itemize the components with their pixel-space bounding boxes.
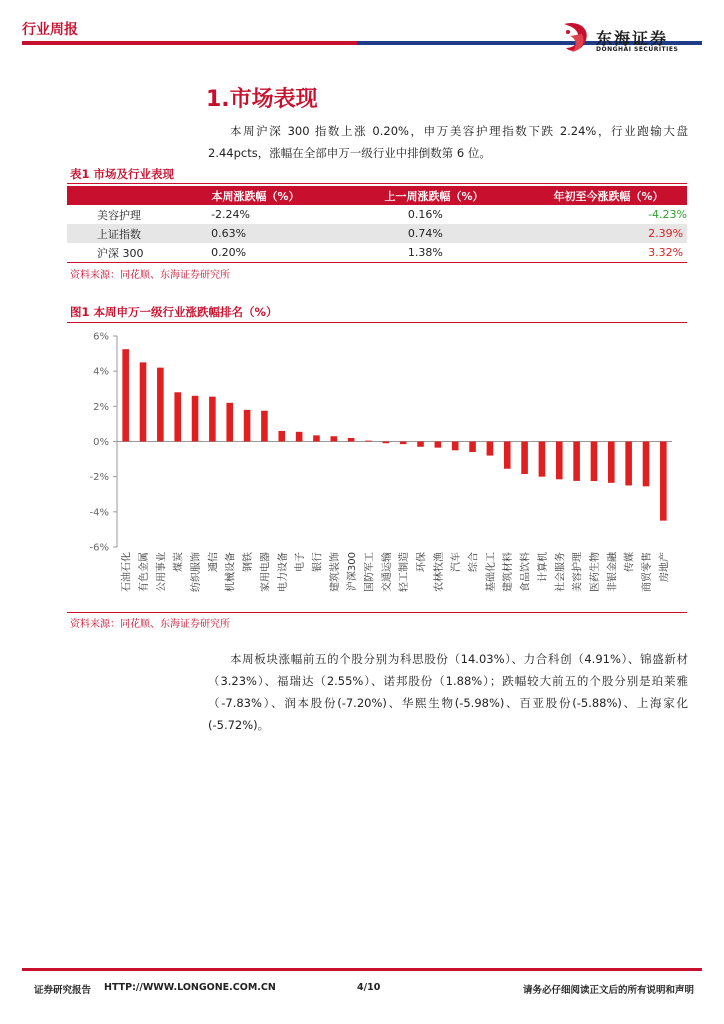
bar: [539, 442, 546, 477]
x-tick-label: 纺织服饰: [191, 552, 203, 592]
table-cell: 1.38%: [407, 246, 443, 259]
market-summary-paragraph: [208, 120, 688, 164]
bar: [209, 397, 216, 442]
bar: [469, 442, 476, 453]
footer-divider: [22, 968, 702, 971]
x-tick-label: 机械设备: [225, 552, 237, 592]
table-header-cell: 上一周涨跌幅（%）: [338, 186, 530, 205]
table-cell: 0.16%: [407, 208, 443, 221]
x-tick-label: 公用事业: [156, 552, 168, 592]
x-tick-label: 沪深300: [347, 552, 359, 592]
table1-caption: 表1 市场及行业表现: [70, 167, 175, 181]
bar: [556, 442, 563, 480]
table-cell: 3.32%: [648, 246, 684, 259]
y-tick-label: -4%: [89, 507, 109, 519]
x-tick-label: 房地产: [659, 552, 671, 582]
bar: [157, 368, 164, 442]
industry-ranking-bar-chart: [67, 326, 687, 611]
table-cell: 沪深 300: [97, 246, 144, 260]
bar: [331, 436, 338, 441]
x-tick-label: 家用电器: [260, 552, 272, 592]
bar: [313, 435, 320, 441]
bar: [122, 349, 129, 441]
bar: [573, 442, 580, 481]
x-tick-label: 医药生物: [589, 552, 601, 592]
y-tick-label: 6%: [93, 331, 109, 343]
bar: [417, 442, 424, 447]
x-tick-label: 建筑材料: [503, 552, 515, 592]
figure1-caption-line: [67, 322, 687, 323]
table1-bottom-line: [67, 262, 687, 263]
bar: [643, 442, 650, 487]
table-row: [67, 205, 687, 224]
table-header-cell: 年初至今涨跌幅（%）: [530, 186, 687, 205]
x-tick-label: 美容护理: [572, 552, 584, 592]
y-tick-label: -6%: [89, 542, 109, 554]
x-tick-label: 计算机: [537, 552, 549, 582]
market-performance-table: [67, 186, 687, 262]
x-tick-label: 钢铁: [243, 552, 255, 572]
stock-movers-text: 本周板块涨幅前五的个股分别为科思股份（14.03%）、力合科创（4.91%）、锦盛新材（3.23%）、福瑞达（2.55%）、诺邦股份（1.88%）；跌幅较大前五的个股分别是珀莱雅（-7.83%）、润本股份(-7.20%)、华熙生物(-5.98%)、百亚股份(-5.88%)、上海家化(-5.72%)。: [208, 652, 688, 732]
bar: [521, 442, 528, 475]
y-tick-label: 2%: [93, 401, 109, 413]
stock-movers-paragraph: [208, 648, 688, 736]
table-row: [67, 224, 687, 243]
figure1-bottom-line: [67, 612, 687, 613]
x-tick-label: 环保: [416, 552, 428, 572]
logo-text-en: DONGHAI SECURITIES: [596, 46, 679, 53]
logo-text-cn: 东海证券: [596, 29, 669, 48]
footer-page-number: 4/10: [357, 982, 381, 993]
table-cell: -2.24%: [211, 208, 250, 221]
footer-url-link[interactable]: HTTP://WWW.LONGONE.COM.CN: [104, 982, 276, 993]
x-tick-label: 农林牧渔: [433, 552, 445, 592]
x-tick-label: 电力设备: [277, 552, 289, 592]
x-tick-label: 煤炭: [173, 552, 185, 572]
table-cell: 0.20%: [211, 246, 247, 259]
figure1-caption: 图1 本周申万一级行业涨跌幅排名（%）: [70, 305, 278, 319]
bar: [140, 362, 147, 441]
table-cell: -4.23%: [648, 208, 687, 221]
bar: [435, 442, 442, 448]
section-title: 1.市场表现: [206, 87, 318, 112]
x-tick-label: 食品饮料: [520, 552, 532, 592]
bar: [296, 432, 303, 442]
table-cell: 上证指数: [67, 224, 173, 243]
bar: [400, 442, 407, 445]
bar: [261, 411, 268, 442]
bar: [660, 442, 667, 521]
bar: [365, 441, 372, 442]
bar: [625, 442, 632, 486]
market-summary-text: 本周沪深 300 指数上涨 0.20%，申万美容护理指数下跌 2.24%，行业跑输大盘 2.44pcts，涨幅在全部申万一级行业中排倒数第 6 位。: [208, 124, 688, 160]
x-tick-label: 石油石化: [121, 552, 133, 592]
bar: [244, 410, 251, 442]
bar: [192, 396, 199, 442]
bar: [174, 392, 181, 441]
bar: [348, 438, 355, 442]
table-cell: 0.74%: [338, 224, 530, 243]
x-tick-label: 社会服务: [555, 552, 567, 592]
y-tick-label: 4%: [93, 366, 109, 378]
table-cell: 2.39%: [530, 224, 687, 243]
table1-source: 资料来源：同花顺、东海证券研究所: [70, 270, 230, 281]
table-header-cell: 本周涨跌幅（%）: [173, 186, 338, 205]
table-header-row: [67, 186, 687, 205]
bar: [608, 442, 615, 483]
x-tick-label: 银行: [312, 552, 324, 572]
x-tick-label: 综合: [468, 552, 480, 572]
y-tick-label: -2%: [89, 472, 109, 484]
table-row: [67, 243, 687, 262]
x-tick-label: 国防军工: [364, 552, 376, 592]
table-header-cell: [67, 186, 173, 205]
x-tick-label: 汽车: [451, 552, 463, 572]
x-tick-label: 通信: [208, 552, 220, 572]
bar: [226, 403, 233, 442]
header-title: 行业周报: [22, 22, 78, 38]
bar: [591, 442, 598, 482]
x-tick-label: 商贸零售: [641, 552, 653, 592]
footer-disclaimer: 请务必仔细阅读正文后的所有说明和声明: [523, 985, 695, 996]
figure1-source: 资料来源：同花顺、东海证券研究所: [70, 619, 230, 630]
x-tick-label: 非银金融: [607, 552, 619, 592]
footer-report-type: 证券研究报告: [34, 985, 92, 996]
x-tick-label: 交通运输: [381, 552, 393, 592]
table-cell: 美容护理: [97, 208, 141, 222]
bar: [452, 442, 459, 451]
header-divider-red: [22, 41, 357, 45]
bar: [487, 442, 494, 456]
x-tick-label: 有色金属: [139, 552, 151, 592]
x-tick-label: 电子: [295, 552, 307, 572]
bar: [278, 431, 285, 442]
table1-caption-line: [67, 183, 687, 184]
y-tick-label: 0%: [93, 437, 109, 448]
x-tick-label: 传媒: [624, 552, 636, 572]
x-tick-label: 基础化工: [485, 552, 497, 592]
x-tick-label: 轻工制造: [399, 552, 411, 592]
bar: [504, 442, 511, 469]
x-tick-label: 建筑装饰: [329, 552, 341, 592]
table-cell: 0.63%: [173, 224, 338, 243]
bar: [383, 442, 390, 444]
